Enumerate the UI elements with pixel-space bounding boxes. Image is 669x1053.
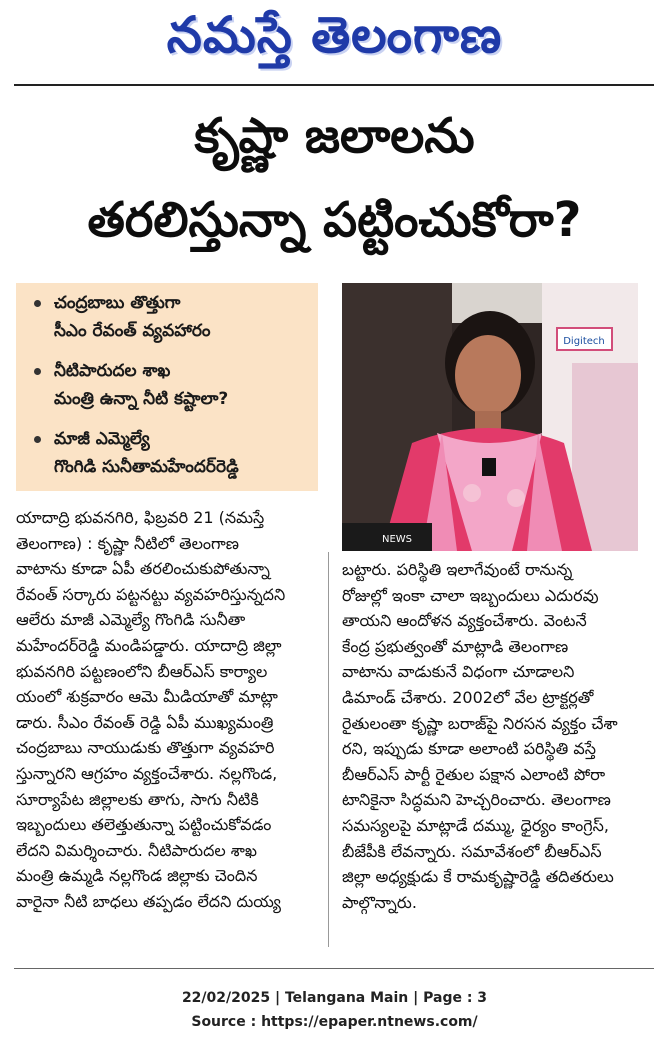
highlights-box (16, 283, 318, 491)
footer-source[interactable]: Source : https://epaper.ntnews.com/ (191, 1014, 478, 1030)
masthead-divider (14, 84, 654, 86)
highlight-item: చంద్రబాబు తొత్తుగా సీఎం రేవంత్ వ్యవహారం (34, 289, 211, 345)
speaker-illustration (342, 283, 638, 551)
highlight-item: నీటిపారుదల శాఖ మంత్రి ఉన్నా నీటి కష్టాలా? (34, 357, 228, 413)
newspaper-name: నమస్తే తెలంగాణ (166, 6, 503, 64)
bullet-icon (34, 300, 41, 307)
headline-line-2: తరలిస్తున్నా పట్టించుకోరా? (87, 192, 582, 248)
article-column-1: యాదాద్రి భువనగిరి, ఫిబ్రవరి 21 (నమస్తే తెలంగాణ) : కృష్ణా నీటిలో తెలంగాణ వాటాను కూడా ఏపీ తరలించుకుపోతున్నా రేవంత్ సర్కారు పట్టనట్టు వ్యవహరిస్తున్నదని ఆలేరు మాజీ ఎమ్మెల్యే గొంగిడి సునీతా మహేందర్‌రెడ్డి మండిపడ్డారు. యాదాద్రి జిల్లా భువనగిరి పట్టణంలోని బీఆర్‌ఎస్ కార్యాల యంలో శుక్రవారం ఆమె మీడియాతో మాట్లా డారు. సీఎం రేవంత్ రెడ్డి ఏపీ ముఖ్యమంత్రి చంద్రబాబు నాయుడుకు తొత్తుగా వ్యవహరి స్తున్నారని ఆగ్రహం వ్యక్తంచేశారు. నల్లగొండ, సూర్యాపేట జిల్లాలకు తాగు, సాగు నీటికి ఇబ్బందులు తలెత్తుతున్నా పట్టించుకోవడం లేదని విమర్శించారు. నీటిపారుదల శాఖ మంత్రి ఉమ్మడి నల్లగొండ జిల్లాకు చెందిన వారైనా నీటి బాధలు తప్పడం లేదని దుయ్య (16, 508, 286, 911)
bullet-icon (34, 436, 41, 443)
headline-line-1: కృష్ణా జలాలను (194, 108, 475, 164)
svg-text:Digitech: Digitech (563, 336, 605, 347)
column-divider (328, 552, 329, 947)
svg-text:NEWS: NEWS (382, 534, 413, 545)
bottom-divider (14, 968, 654, 969)
bullet-icon (34, 368, 41, 375)
speaker-photo (342, 283, 638, 551)
masthead (0, 0, 669, 80)
article-column-2: బట్టారు. పరిస్థితి ఇలాగేవుంటే రానున్న రోజుల్లో ఇంకా చాలా ఇబ్బందులు ఎదురవు తాయని ఆందోళన వ్యక్తంచేశారు. వెంటనే కేంద్ర ప్రభుత్వంతో మాట్లాడి తెలంగాణ వాటాను వాడుకునే విధంగా చూడాలని డిమాండ్ చేశారు. 2002లో వేల ట్రాక్టర్లతో రైతులంతా కృష్ణా బరాజ్‌పై నిరసన వ్యక్తం చేశా రని, ఇప్పుడు కూడా అలాంటి పరిస్థితి వస్తే బీఆర్‌ఎస్ పార్టీ రైతుల పక్షాన ఎలాంటి పోరా టానికైనా సిద్ధమని హెచ్చరించారు. తెలంగాణ సమస్యలపై మాట్లాడే దమ్ము, ధైర్యం కాంగ్రెస్, బీజేపీకి లేవన్నారు. సమావేశంలో బీఆర్‌ఎస్ జిల్లా అధ్యక్షుడు కే రామకృష్ణారెడ్డి తదితరులు పాల్గొన్నారు. (342, 560, 618, 912)
highlight-item: మాజీ ఎమ్మెల్యే గొంగిడి సునీతామహేందర్‌రెడ్డి (34, 425, 239, 481)
footer-date-page: 22/02/2025 | Telangana Main | Page : 3 (181, 990, 488, 1006)
